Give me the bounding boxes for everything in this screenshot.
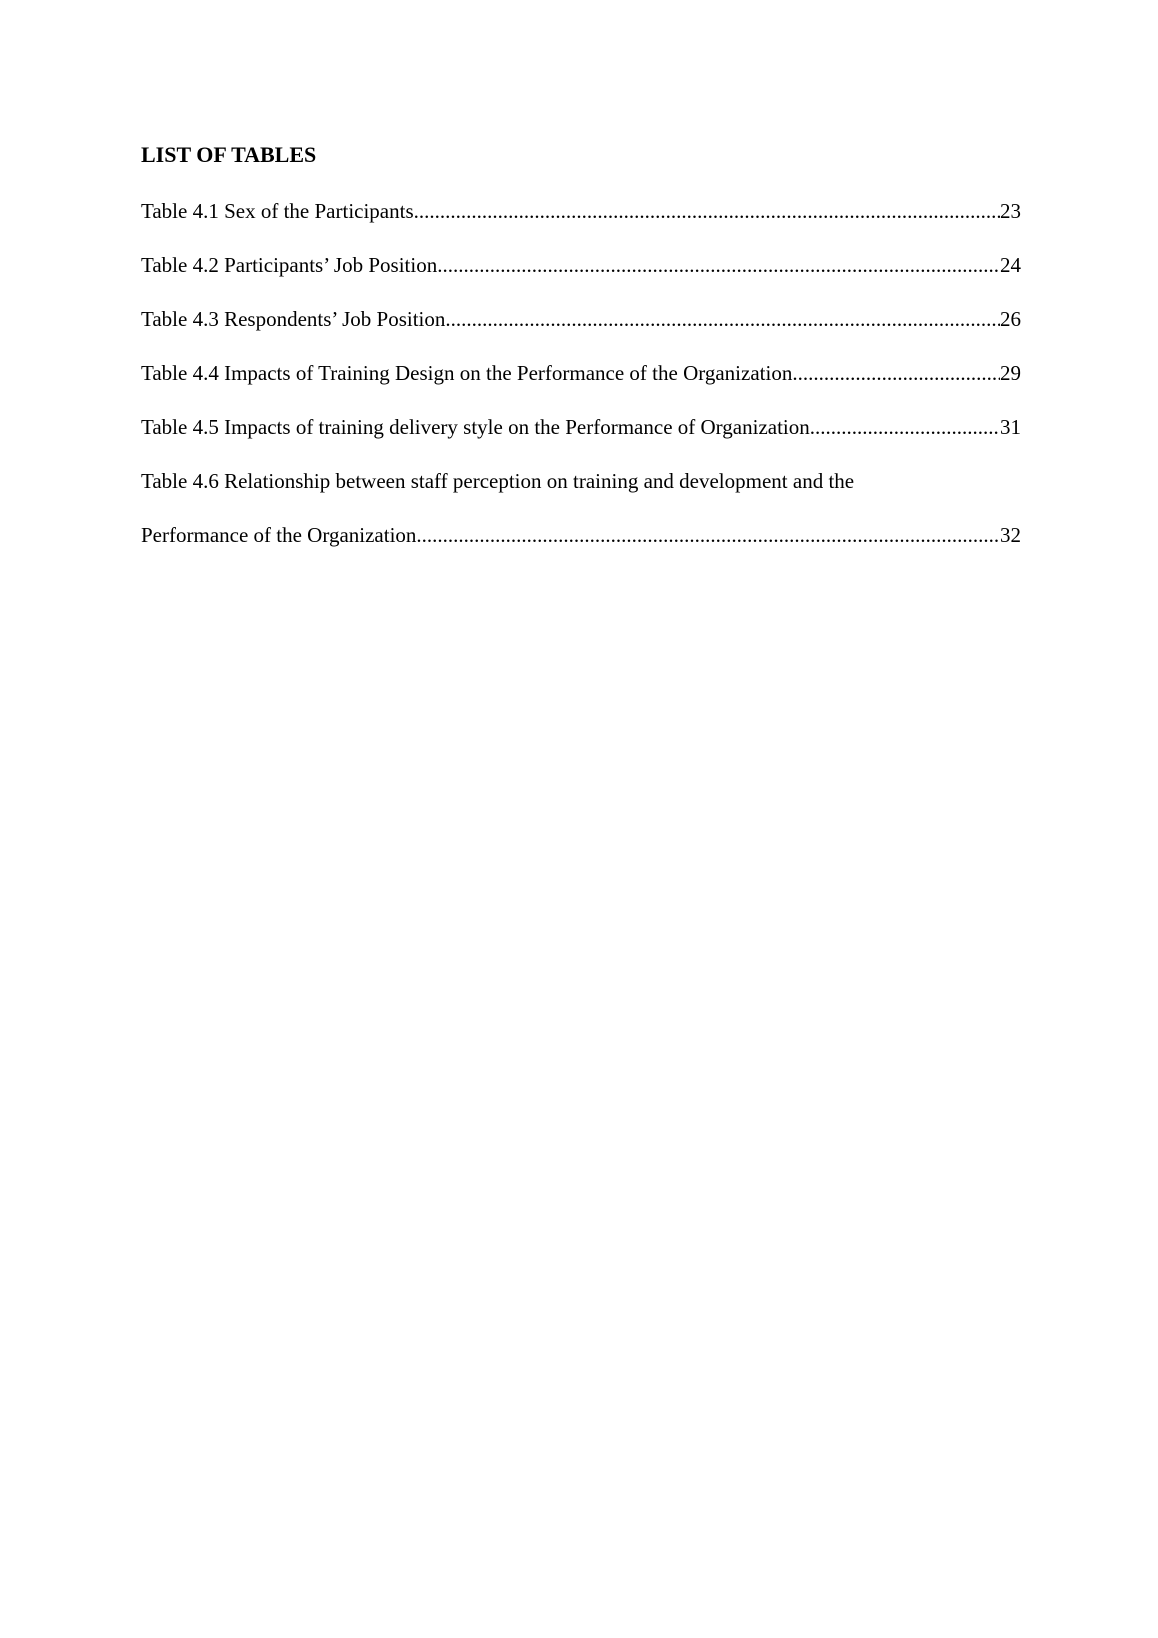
dot-leader: [445, 292, 1000, 346]
dot-leader: [414, 184, 1000, 238]
toc-entry-label: Table 4.5 Impacts of training delivery style on the Performance of Organization: [141, 415, 810, 439]
toc-list: [141, 184, 1021, 562]
document-page: [141, 138, 1021, 562]
toc-entry-4-2[interactable]: [141, 238, 1021, 292]
toc-entry-4-5[interactable]: [141, 400, 1021, 454]
toc-entry-page-number: 26: [1000, 307, 1021, 331]
toc-entry-label: Table 4.3 Respondents’ Job Position: [141, 307, 446, 331]
toc-entry-4-4[interactable]: [141, 346, 1021, 400]
toc-entry-label: Table 4.2 Participants’ Job Position: [141, 253, 438, 277]
list-of-tables-heading: LIST OF TABLES: [141, 142, 317, 167]
toc-entry-4-3[interactable]: [141, 292, 1021, 346]
dot-leader: [810, 400, 1000, 454]
toc-entry-label: Performance of the Organization: [141, 523, 417, 547]
toc-entry-label: Table 4.1 Sex of the Participants: [141, 199, 414, 223]
dot-leader: [416, 508, 1000, 562]
toc-entry-page-number: 32: [1000, 523, 1021, 547]
toc-entry-page-number: 29: [1000, 361, 1021, 385]
toc-entry-4-6[interactable]: [141, 454, 1021, 562]
toc-entry-4-1[interactable]: [141, 184, 1021, 238]
toc-entry-label: Table 4.4 Impacts of Training Design on the Performance of the Organization: [141, 361, 793, 385]
toc-entry-label-line-1: Table 4.6 Relationship between staff perception on training and development and the: [141, 469, 855, 493]
dot-leader: [437, 238, 1000, 292]
toc-entry-page-number: 24: [1000, 253, 1021, 277]
dot-leader: [792, 346, 1000, 400]
toc-entry-page-number: 23: [1000, 199, 1021, 223]
toc-entry-page-number: 31: [1000, 415, 1021, 439]
